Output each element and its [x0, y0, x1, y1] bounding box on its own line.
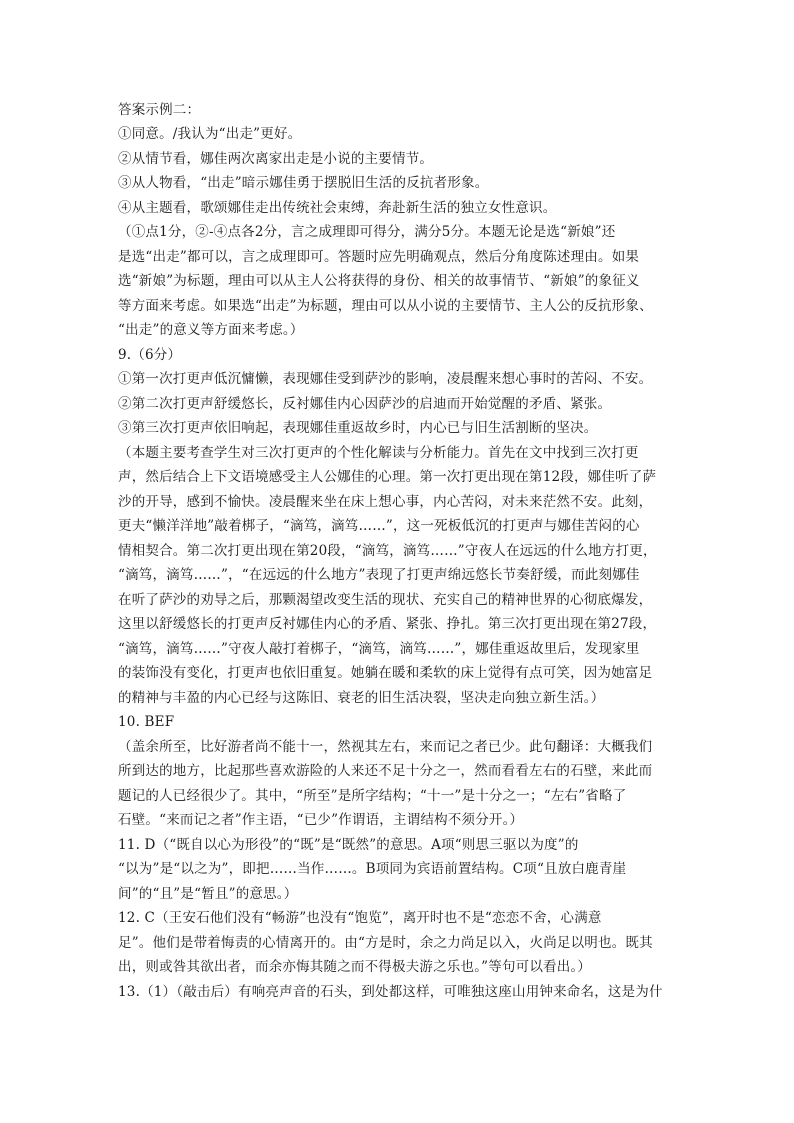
- text-line: 题记的人已经很少了。其中，“所至”是所字结构；“十一”是十分之一；“左右”省略了: [118, 788, 627, 804]
- text-line: “出走”的意义等方面来考虑。）: [118, 322, 304, 338]
- text-line: 的精神与丰盈的内心已经与这陈旧、衰老的旧生活决裂，坚决走向独立新生活。）: [118, 690, 605, 706]
- text-line: 是选“出走”都可以，言之成理即可。答题时应先明确观点，然后分角度陈述理由。如果: [118, 249, 640, 265]
- text-line: 声，然后结合上下文语境感受主人公娜佳的心理。第一次打更出现在第12段，娜佳听了萨: [118, 469, 657, 485]
- text-line: 沙的开导，感到不愉快。凌晨醒来坐在床上想心事，内心苦闷，对未来茫然不安。此刻，: [118, 494, 653, 510]
- text-line: 9.（6分）: [118, 347, 182, 363]
- text-line: ②第二次打更声舒缓悠长，反衬娜佳内心因萨沙的启迪而开始觉醒的矛盾、紧张。: [118, 396, 612, 412]
- text-line: 更夫“懒洋洋地”敲着梆子，“滴笃，滴笃……”，这一死板低沉的打更声与娜佳苦闷的心: [118, 518, 640, 534]
- text-line: ①第一次打更声低沉慵懒，表现娜佳受到萨沙的影响，凌晨醒来想心事时的苦闷、不安。: [118, 371, 653, 387]
- text-line: ③从人物看，“出走”暗示娜佳勇于摆脱旧生活的反抗者形象。: [118, 175, 489, 191]
- text-line: ①同意。/我认为“出走”更好。: [118, 126, 302, 142]
- text-line: （盖余所至，比好游者尚不能十一，然视其左右，来而记之者已少。此句翻译：大概我们: [118, 739, 653, 755]
- text-line: 答案示例二：: [118, 102, 201, 118]
- text-line: “滴笃，滴笃……”守夜人敲打着梆子，“滴笃，滴笃……”，娜佳重返故里后，发现家里: [118, 641, 640, 657]
- text-line: 11. D（“既自以心为形役”的“既”是“既然”的意思。A项“则思三驱以为度”的: [118, 837, 579, 853]
- text-line: 情相契合。第二次打更出现在第20段，“滴笃，滴笃……”守夜人在远远的什么地方打更，: [118, 543, 657, 559]
- text-line: ③第三次打更声依旧响起，表现娜佳重返故乡时，内心已与旧生活割断的坚决。: [118, 420, 598, 436]
- text-line: 选“新娘”为标题，理由可以从主人公将获得的身份、相关的故事情节、“新娘”的象征义: [118, 273, 640, 289]
- text-line: 所到达的地方，比起那些喜欢游险的人来还不足十分之一，然而看看左右的石壁，来此而: [118, 763, 653, 779]
- text-line: “以为”是“以之为”，即把……当作……。B项同为宾语前置结构。C项“且放白鹿青崖: [118, 861, 627, 877]
- text-line: 12. C（王安石他们没有“畅游”也没有“饱览”，离开时也不是“恋恋不舍，心满意: [118, 910, 602, 926]
- text-line: 足”。他们是带着悔责的心情离开的。由“方是时，余之力尚足以入，火尚足以明也。既其: [118, 935, 653, 951]
- text-line: “滴笃，滴笃……”，“在远远的什么地方”表现了打更声绵远悠长节奏舒缓，而此刻娜佳: [118, 567, 640, 583]
- text-line: ④从主题看，歌颂娜佳走出传统社会束缚，奔赴新生活的独立女性意识。: [118, 200, 557, 216]
- text-line: 石壁。“来而记之者”作主语，“已少”作谓语，主谓结构不须分开。）: [118, 812, 524, 828]
- text-line: 出，则或咎其欲出者，而余亦悔其随之而不得极夫游之乐也。”等句可以看出。）: [118, 959, 592, 975]
- text-line: 的装饰没有变化，打更声也依旧重复。她躺在暖和柔软的床上觉得有点可笑，因为她富足: [118, 665, 653, 681]
- text-line: 10. BEF: [118, 714, 175, 730]
- text-line: （①点1分，②-④点各2分，言之成理即可得分，满分5分。本题无论是选“新娘”还: [118, 224, 616, 240]
- text-line: ②从情节看，娜佳两次离家出走是小说的主要情节。: [118, 151, 434, 167]
- text-line: 在听了萨沙的劝导之后，那颗渴望改变生活的现状、充实自己的精神世界的心彻底爆发，: [118, 592, 653, 608]
- text-line: 间”的“且”是“暂且”的意思。）: [118, 886, 298, 902]
- text-line: 等方面来考虑。如果选“出走”为标题，理由可以从小说的主要情节、主人公的反抗形象、: [118, 298, 653, 314]
- text-line: （本题主要考查学生对三次打更声的个性化解读与分析能力。首先在文中找到三次打更: [118, 445, 639, 461]
- text-line: 这里以舒缓悠长的打更声反衬娜佳内心的矛盾、紧张、挣扎。第三次打更出现在第27段，: [118, 616, 657, 632]
- text-line: 13.（1）（敲击后）有响亮声音的石头，到处都这样，可唯独这座山用钟来命名，这是为什: [118, 984, 663, 1000]
